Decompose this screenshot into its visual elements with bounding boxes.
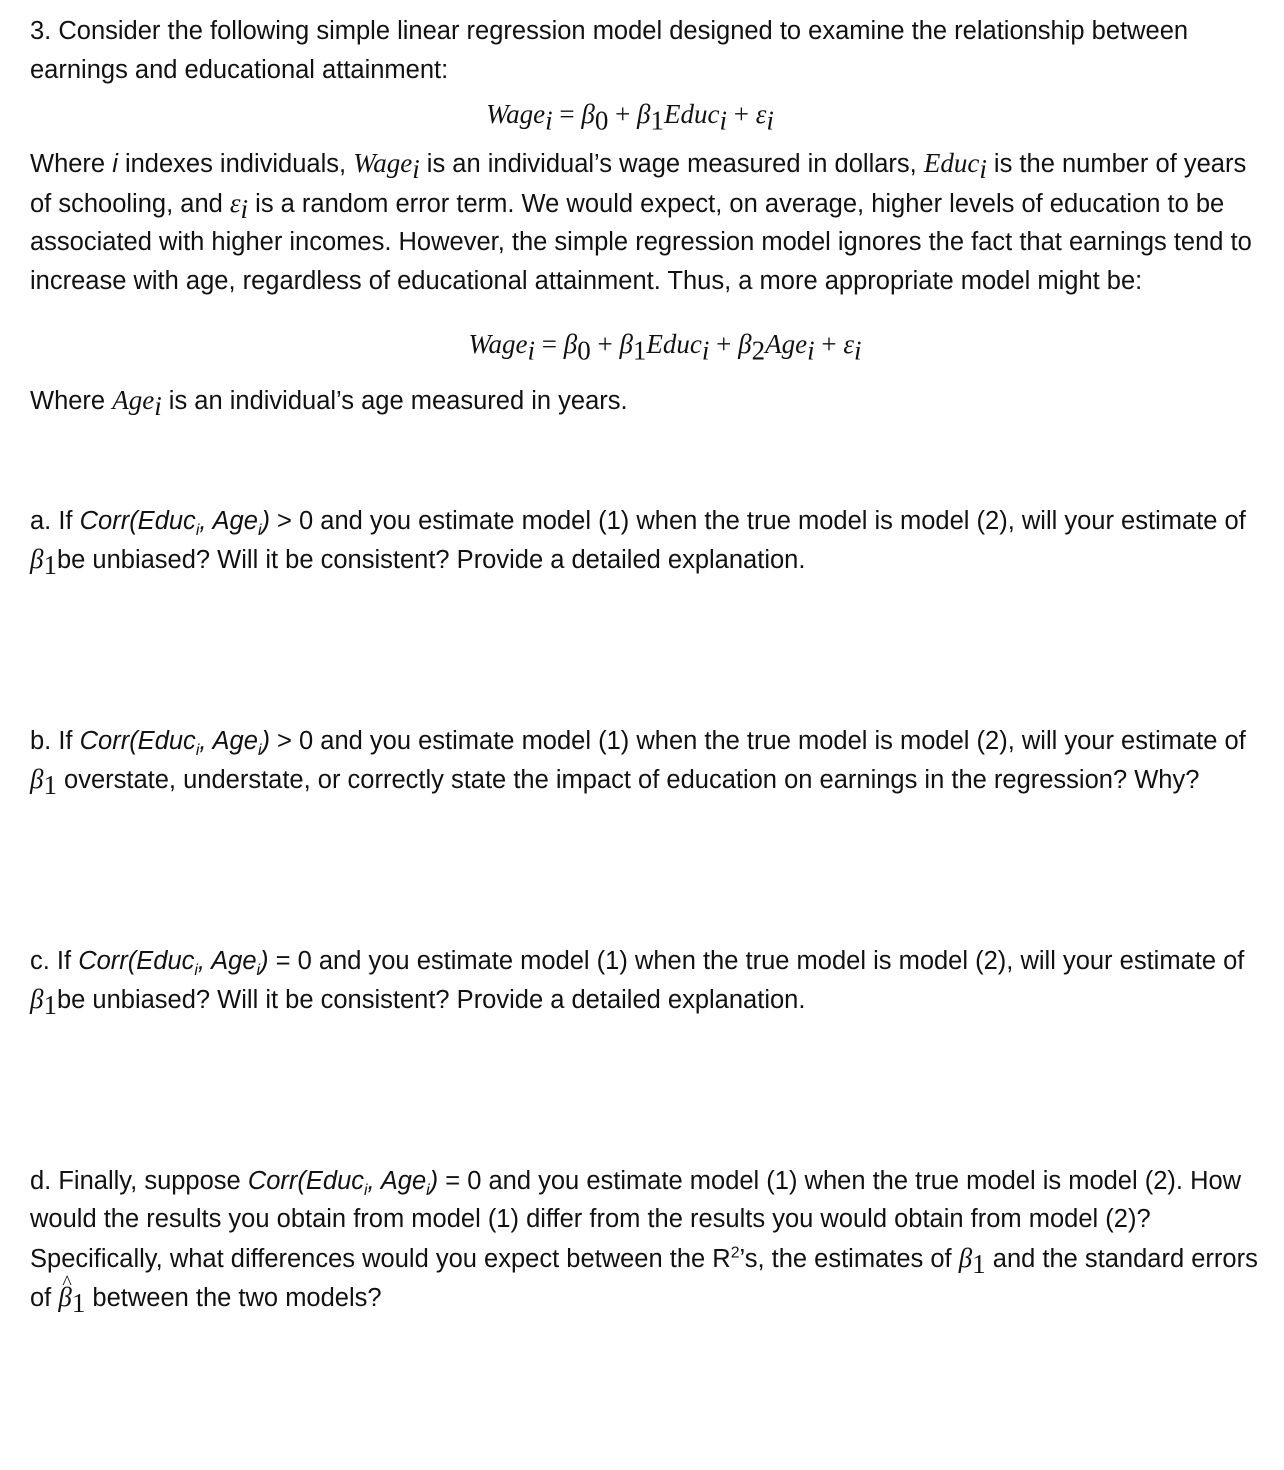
part-c: c. If Corr(Educ$_i$, Age$_i$) = 0 and you estimate model (1) when the true model is model (2), will your estimate of $\beta_1be$ unbiased? Will it be consistent? Provide a detailed explanation. bbox=[30, 946, 1245, 1021]
part-a: a. If Corr(Educ$_i$, Age$_i$) > 0 and you estimate model (1) when the true model is model (2), will your estimate of $\beta_1be$ unbiased? Will it be consistent? Provide a detailed explanation. bbox=[30, 506, 1246, 581]
model-2-equation: Wage$_i$ = $\beta_0$ + $\beta_1Educ_i + \beta_2Age_i + \varepsilon_i$ bbox=[468, 329, 862, 366]
part-d: d. Finally, suppose Corr(Educ$_i$, Age$_i$) = 0 and you estimate model (1) when the true model is model (2). How would the results you obtain from model (1) differ from the results you would obtain from model (2)? Specifically, what differences would you expect between the $R^2’s$, the estimates of $\beta_1$ and the standard errors of ^ $\beta_1$ between the two models? bbox=[30, 1162, 1270, 1318]
question-intro: 3. Consider the following simple linear regression model designed to examine the relationship between earnings and educational attainment: bbox=[30, 17, 1189, 84]
problem-document bbox=[30, 12, 1270, 1318]
part-b: b. If Corr(Educ$_i$, Age$_i$) > 0 and you estimate model (1) when the true model is model (2), will your estimate of $\beta_1$ overstate, understate, or correctly state the impact of education on earnings in the regression? Why? bbox=[30, 726, 1246, 801]
definitions-paragraph: Where i indexes individuals, Wage$_i$ is an individual’s wage measured in dollars, Educ$_i$ is the number of years of schooling, and $\varepsilon_i$ is a random error term. We would expect, on average, higher levels of education to be associated with higher incomes. However, the simple regression model ignores the fact that earnings tend to increase with age, regardless of educational attainment. Thus, a more appropriate model might be: bbox=[30, 148, 1252, 295]
beta-hat-symbol: ^ β bbox=[58, 1278, 71, 1317]
model-1-equation: Wage$_i$ = $\beta_0$ + $\beta_1Educ_i + \varepsilon_i$ bbox=[486, 99, 774, 136]
age-definition: Where Age$_i$ is an individual’s age measured in years. bbox=[30, 385, 628, 422]
